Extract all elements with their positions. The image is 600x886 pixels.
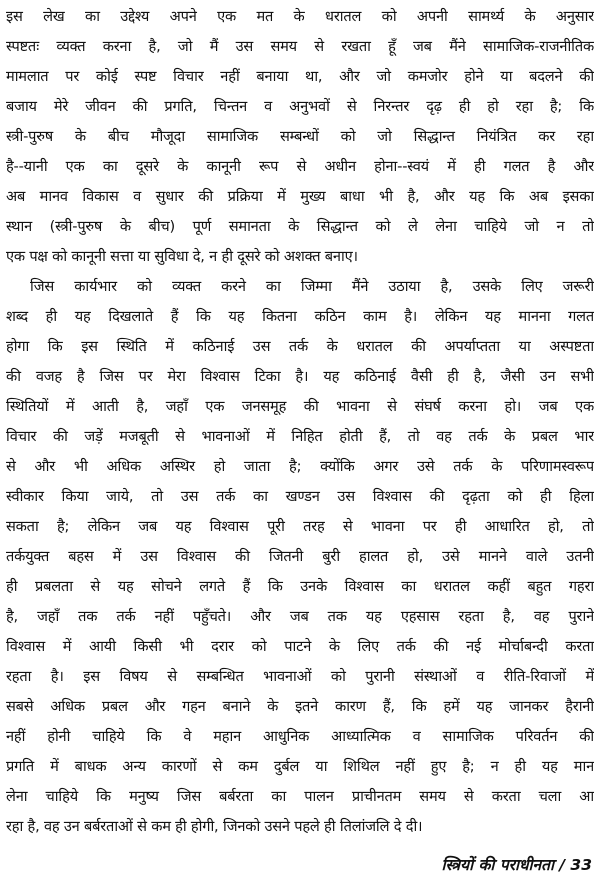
text-line: एक पक्ष को कानूनी सत्ता या सुविधा दे, न ही दूसरे को अशक्त बनाए। [6,248,358,265]
text-line: शब्द ही यह दिखलाते हैं कि यह कितना कठिन काम है। लेकिन यह मानना गलत [6,308,594,325]
text-line: सबसे अधिक प्रबल और गहन बनाने के इतने कारण हैं, कि हमें यह जानकर हैरानी [6,698,594,715]
text-line: रहा है, वह उन बर्बरताओं से कम ही होगी, जिनको उसने पहले ही तिलांजलि दे दी। [6,818,423,835]
text-line: स्त्री-पुरुष के बीच मौजूदा सामाजिक सम्बन्धों को जो सिद्धान्त नियंत्रित कर रहा [6,128,594,145]
text-line: जिस कार्यभार को व्यक्त करने का जिम्मा मैंने उठाया है, उसके लिए जरूरी [30,278,594,295]
text-line: स्थितियों में आती है, जहाँ एक जनसमूह की भावना से संघर्ष करना हो। जब एक [6,398,594,415]
text-line: लेना चाहिये कि मनुष्य जिस बर्बरता का पालन प्राचीनतम समय से करता चला आ [6,788,594,805]
text-line: अब मानव विकास व सुधार की प्रक्रिया में मुख्य बाधा भी है, और यह कि अब इसका [6,188,594,205]
text-line: होगा कि इस स्थिति में कठिनाई उस तर्क के धरातल की अपर्याप्तता या अस्पष्टता [6,338,594,355]
text-line: है--यानी एक का दूसरे के कानूनी रूप से अधीन होना--स्वयं में ही गलत है और [6,158,594,175]
running-footer: स्त्रियों की पराधीनता / 33 [441,856,592,874]
text-line: विश्वास में आयी किसी भी दरार को पाटने के लिए तर्क की नई मोर्चाबन्दी करता [6,638,594,655]
text-line: ही प्रबलता से यह सोचने लगते हैं कि उनके विश्वास का धरातल कहीं बहुत गहरा [6,578,594,595]
text-line: विचार की जड़ें मजबूती से भावनाओं में निहित होती हैं, तो वह तर्क के प्रबल भार [6,428,594,445]
text-line: रहता है। इस विषय से सम्बन्धित भावनाओं को पुरानी संस्थाओं व रीति-रिवाजों में [6,668,594,685]
text-line: प्रगति में बाधक अन्य कारणों से कम दुर्बल या शिथिल नहीं हुए है; न ही यह मान [6,758,594,775]
text-line: से और भी अधिक अस्थिर हो जाता है; क्योंकि अगर उसे तर्क के परिणामस्वरूप [6,458,594,475]
text-line: मामलात पर कोई स्पष्ट विचार नहीं बनाया था, और जो कमजोर होने या बदलने की [6,68,594,85]
text-line: तर्कयुक्त बहस में उस विश्वास की जितनी बुरी हालत हो, उसे मानने वाले उतनी [6,548,594,565]
text-line: इस लेख का उद्देश्य अपने एक मत के धरातल को अपनी सामर्थ्य के अनुसार [6,8,594,25]
text-line: स्थान (स्त्री-पुरुष के बीच) पूर्ण समानता के सिद्धान्त को ले लेना चाहिये जो न तो [6,218,594,235]
text-line: है, जहाँ तक तर्क नहीं पहुँचते। और जब तक यह एहसास रहता है, वह पुराने [6,608,594,625]
text-line: सकता है; लेकिन जब यह विश्वास पूरी तरह से भावना पर ही आधारित हो, तो [6,518,594,535]
text-line: नहीं होनी चाहिये कि वे महान आधुनिक आध्यात्मिक व सामाजिक परिवर्तन की [6,728,594,745]
text-line: स्पष्टतः व्यक्त करना है, जो मैं उस समय से रखता हूँ जब मैंने सामाजिक-राजनीतिक [6,38,594,55]
text-line: की वजह है जिस पर मेरा विश्वास टिका है। यह कठिनाई वैसी ही है, जैसी उन सभी [6,368,594,385]
text-line: बजाय मेरे जीवन की प्रगति, चिन्तन व अनुभवों से निरन्तर दृढ़ ही हो रहा है; कि [6,98,594,115]
text-line: स्वीकार किया जाये, तो उस तर्क का खण्डन उस विश्वास की दृढ़ता को ही हिला [6,488,594,505]
